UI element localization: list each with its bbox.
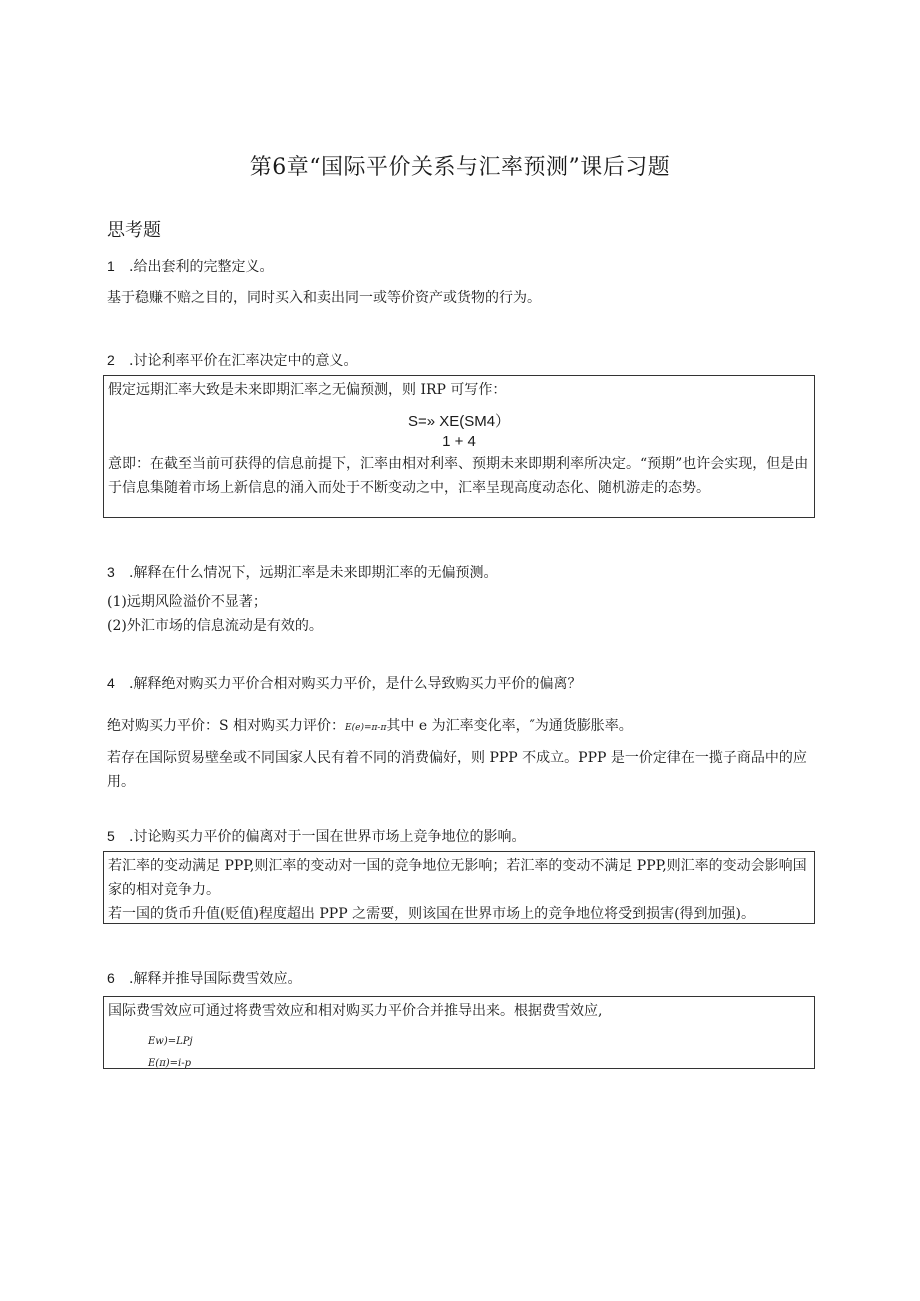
answer-paragraph: 若汇率的变动满足 PPP,则汇率的变动对一国的竞争地位无影响；若汇率的变动不满足 PPP,则汇率的变动会影响国家的相对竞争力。: [108, 858, 807, 898]
answer-line: 假定远期汇率大致是未来即期汇率之无偏预测，则 IRP 可写作：: [108, 382, 507, 398]
answer-3-item-2: (2)外汇市场的信息流动是有效的。: [107, 618, 323, 634]
question-text: .讨论购买力平价的偏离对于一国在世界市场上竞争地位的影响。: [129, 829, 526, 845]
answer-1: 基于稳赚不赔之目的，同时买入和卖出同一或等价资产或货物的行为。: [107, 290, 541, 306]
question-4: [107, 673, 581, 694]
fisher-formula-2: E(π)=i-p: [148, 1058, 192, 1069]
answer-4-line-1: [107, 714, 817, 740]
question-3: [107, 562, 497, 583]
question-2: [107, 350, 357, 371]
question-text: .给出套利的完整定义。: [129, 259, 274, 275]
section-heading: 思考题: [107, 220, 161, 241]
question-6: [107, 968, 301, 989]
question-text: .解释在什么情况下，远期汇率是未来即期汇率的无偏预测。: [129, 565, 498, 581]
answer-box-2: [103, 375, 815, 518]
answer-paragraph: 若一国的货币升值(贬值)程度超出 PPP 之需要，则该国在世界市场上的竞争地位将受到损害(得到加强)。: [108, 906, 756, 922]
fisher-formula-1: Ew)=LPj: [148, 1036, 193, 1047]
question-1: [107, 256, 273, 277]
question-5: [107, 826, 525, 847]
question-number: 1: [107, 258, 115, 274]
question-text: .解释并推导国际费雪效应。: [129, 971, 302, 987]
answer-box-5: [103, 851, 815, 924]
question-number: 3: [107, 564, 115, 580]
question-number: 6: [107, 970, 115, 986]
answer-text: 其中 e 为汇率变化率，″为通货膨胀率。: [386, 718, 633, 734]
answer-4-line-2: 若存在国际贸易壁垒或不同国家人民有着不同的消费偏好，则 PPP 不成立。PPP 是一价定律在一揽子商品中的应用。: [107, 750, 807, 790]
answer-box-6: [103, 996, 815, 1069]
answer-paragraph: 意即：在截至当前可获得的信息前提下，汇率由相对利率、预期未来即期利率所决定。“预期”也许会实现，但是由于信息集随着市场上新信息的涌入而处于不断变动之中，汇率呈现高度动态化、随机游走的态势。: [108, 456, 809, 496]
relative-ppp-formula: E(e)=π-π: [345, 723, 387, 733]
question-number: 4: [107, 675, 115, 691]
question-number: 2: [107, 352, 115, 368]
answer-text: 绝对购买力平价：S 相对购买力评价：: [107, 718, 346, 734]
question-text: .解释绝对购买力平价合相对购买力平价，是什么导致购买力平价的偏离？: [129, 676, 582, 692]
question-text: .讨论利率平价在汇率决定中的意义。: [129, 353, 358, 369]
page-title: 第6章“国际平价关系与汇率预测”课后习题: [249, 155, 671, 180]
irp-formula-denominator: 1 + 4: [442, 433, 476, 450]
answer-paragraph: 国际费雪效应可通过将费雪效应和相对购买力平价合并推导出来。根据费雪效应,: [108, 1003, 603, 1019]
answer-3-item-1: (1)远期风险溢价不显著；: [107, 594, 267, 610]
question-number: 5: [107, 828, 115, 844]
irp-formula-numerator: S=» XE(SM4）: [407, 413, 511, 430]
